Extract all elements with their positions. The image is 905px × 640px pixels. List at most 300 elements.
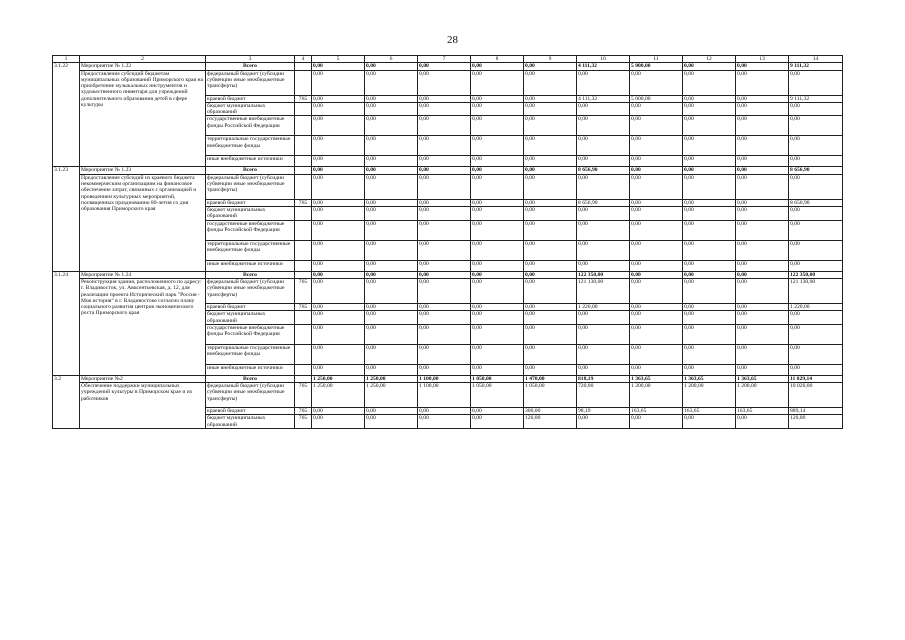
amount-cell: 0,00 bbox=[577, 311, 630, 325]
amount-cell: 0,00 bbox=[736, 116, 789, 136]
amount-cell: 0,00 bbox=[418, 324, 471, 344]
amount-cell: 0,00 bbox=[630, 167, 683, 174]
amount-cell: 4 111,32 bbox=[577, 95, 630, 102]
amount-cell: 0,00 bbox=[365, 303, 418, 310]
amount-cell: 0,00 bbox=[736, 167, 789, 174]
amount-cell: 0,00 bbox=[524, 207, 577, 221]
amount-cell: 0,00 bbox=[577, 207, 630, 221]
amount-cell: 1 100,00 bbox=[418, 383, 471, 408]
measure-name: Мероприятие № 1.22 bbox=[80, 63, 206, 70]
amount-cell: 0,00 bbox=[736, 220, 789, 240]
funding-source: бюджет муниципальных образований bbox=[206, 311, 295, 325]
budget-code bbox=[295, 344, 312, 364]
amount-cell: 0,00 bbox=[365, 116, 418, 136]
funding-source: территориальные государственные внебюджетные фонды bbox=[206, 344, 295, 364]
amount-cell: 0,00 bbox=[736, 199, 789, 206]
amount-cell: 0,00 bbox=[630, 156, 683, 167]
amount-cell: 1 363,65 bbox=[630, 375, 683, 382]
amount-cell: 0,00 bbox=[683, 344, 736, 364]
funding-source: государственные внебюджетные фонды Российской Федерации bbox=[206, 324, 295, 344]
amount-cell: 0,00 bbox=[683, 364, 736, 375]
funding-source: бюджет муниципальных образований bbox=[206, 102, 295, 116]
amount-cell: 0,00 bbox=[524, 271, 577, 278]
column-number: 7 bbox=[418, 56, 471, 63]
amount-cell: 0,00 bbox=[683, 95, 736, 102]
measure-description: Обеспечение поддержки муниципальных учреждений культуры в Приморском крае и их работников bbox=[80, 383, 206, 429]
amount-cell: 0,00 bbox=[524, 364, 577, 375]
budget-code: 765 bbox=[295, 383, 312, 408]
section-code: 3.1.22 bbox=[53, 63, 80, 167]
funding-source: Всего bbox=[206, 63, 295, 70]
budget-code bbox=[295, 102, 312, 116]
amount-cell: 0,00 bbox=[736, 95, 789, 102]
amount-cell: 0,00 bbox=[577, 364, 630, 375]
amount-cell: 0,00 bbox=[524, 303, 577, 310]
amount-cell: 0,00 bbox=[736, 174, 789, 199]
amount-cell: 0,00 bbox=[471, 344, 524, 364]
budget-code bbox=[295, 324, 312, 344]
amount-cell: 0,00 bbox=[365, 311, 418, 325]
amount-cell: 122 350,00 bbox=[789, 271, 843, 278]
amount-cell: 0,00 bbox=[736, 102, 789, 116]
budget-code bbox=[295, 207, 312, 221]
funding-source: иные внебюджетные источники bbox=[206, 260, 295, 271]
funding-source: государственные внебюджетные фонды Российской Федерации bbox=[206, 220, 295, 240]
amount-cell: 0,00 bbox=[471, 95, 524, 102]
funding-source: краевой бюджет bbox=[206, 303, 295, 310]
amount-cell: 0,00 bbox=[524, 324, 577, 344]
amount-cell: 0,00 bbox=[365, 207, 418, 221]
amount-cell: 0,00 bbox=[418, 220, 471, 240]
amount-cell: 0,00 bbox=[524, 278, 577, 303]
funding-source: краевой бюджет bbox=[206, 199, 295, 206]
amount-cell: 1 470,00 bbox=[524, 375, 577, 382]
amount-cell: 0,00 bbox=[789, 70, 843, 95]
amount-cell: 0,00 bbox=[471, 199, 524, 206]
amount-cell: 0,00 bbox=[683, 174, 736, 199]
amount-cell: 0,00 bbox=[471, 240, 524, 260]
amount-cell: 1 050,00 bbox=[524, 383, 577, 408]
amount-cell: 0,00 bbox=[418, 167, 471, 174]
amount-cell: 0,00 bbox=[471, 167, 524, 174]
measure-name: Мероприятие № 1.24 bbox=[80, 271, 206, 278]
section-code: 3.1.23 bbox=[53, 167, 80, 271]
amount-cell: 0,00 bbox=[418, 95, 471, 102]
amount-cell: 0,00 bbox=[418, 303, 471, 310]
funding-source: Всего bbox=[206, 271, 295, 278]
budget-code bbox=[295, 136, 312, 156]
amount-cell: 818,19 bbox=[577, 375, 630, 382]
column-number: 5 bbox=[312, 56, 365, 63]
funding-source: краевой бюджет bbox=[206, 95, 295, 102]
amount-cell: 0,00 bbox=[312, 199, 365, 206]
amount-cell: 1 250,00 bbox=[365, 375, 418, 382]
section-code: 3.2 bbox=[53, 375, 80, 428]
amount-cell: 0,00 bbox=[630, 174, 683, 199]
page-number: 28 bbox=[447, 34, 458, 46]
amount-cell: 0,00 bbox=[524, 167, 577, 174]
amount-cell: 0,00 bbox=[418, 63, 471, 70]
table-row bbox=[53, 375, 843, 382]
amount-cell: 0,00 bbox=[630, 311, 683, 325]
amount-cell: 0,00 bbox=[471, 271, 524, 278]
amount-cell: 0,00 bbox=[577, 415, 630, 429]
amount-cell: 98,19 bbox=[577, 408, 630, 415]
budget-code bbox=[295, 375, 312, 382]
amount-cell: 0,00 bbox=[471, 136, 524, 156]
amount-cell: 0,00 bbox=[471, 156, 524, 167]
amount-cell: 163,65 bbox=[630, 408, 683, 415]
amount-cell: 0,00 bbox=[683, 167, 736, 174]
amount-cell: 0,00 bbox=[577, 220, 630, 240]
amount-cell: 0,00 bbox=[471, 311, 524, 325]
amount-cell: 0,00 bbox=[630, 278, 683, 303]
amount-cell: 0,00 bbox=[736, 260, 789, 271]
amount-cell: 0,00 bbox=[577, 344, 630, 364]
amount-cell: 0,00 bbox=[312, 220, 365, 240]
table-row bbox=[53, 174, 843, 199]
amount-cell: 0,00 bbox=[789, 174, 843, 199]
amount-cell: 300,00 bbox=[524, 408, 577, 415]
amount-cell: 0,00 bbox=[312, 156, 365, 167]
amount-cell: 0,00 bbox=[683, 199, 736, 206]
amount-cell: 0,00 bbox=[789, 156, 843, 167]
table-row bbox=[53, 70, 843, 95]
amount-cell: 122 350,00 bbox=[577, 271, 630, 278]
amount-cell: 0,00 bbox=[524, 156, 577, 167]
amount-cell: 0,00 bbox=[418, 344, 471, 364]
amount-cell: 0,00 bbox=[471, 116, 524, 136]
amount-cell: 0,00 bbox=[736, 271, 789, 278]
amount-cell: 0,00 bbox=[418, 102, 471, 116]
amount-cell: 0,00 bbox=[630, 324, 683, 344]
amount-cell: 0,00 bbox=[736, 364, 789, 375]
amount-cell: 0,00 bbox=[524, 260, 577, 271]
amount-cell: 0,00 bbox=[312, 364, 365, 375]
amount-cell: 0,00 bbox=[524, 344, 577, 364]
budget-code bbox=[295, 174, 312, 199]
amount-cell: 0,00 bbox=[471, 364, 524, 375]
amount-cell: 0,00 bbox=[418, 207, 471, 221]
funding-source: краевой бюджет bbox=[206, 408, 295, 415]
column-number: 14 bbox=[789, 56, 843, 63]
funding-source: территориальные государственные внебюджетные фонды bbox=[206, 136, 295, 156]
amount-cell: 0,00 bbox=[524, 311, 577, 325]
amount-cell: 0,00 bbox=[418, 311, 471, 325]
amount-cell: 0,00 bbox=[683, 278, 736, 303]
amount-cell: 0,00 bbox=[789, 102, 843, 116]
amount-cell: 0,00 bbox=[418, 415, 471, 429]
amount-cell: 0,00 bbox=[471, 260, 524, 271]
budget-code: 765 bbox=[295, 278, 312, 303]
amount-cell: 0,00 bbox=[524, 199, 577, 206]
funding-source: иные внебюджетные источники bbox=[206, 364, 295, 375]
funding-source: федеральный бюджет (субсидии субвенции иные межбюджетные трансферты) bbox=[206, 174, 295, 199]
amount-cell: 0,00 bbox=[683, 207, 736, 221]
amount-cell: 1 363,65 bbox=[736, 375, 789, 382]
budget-code bbox=[295, 116, 312, 136]
amount-cell: 1 200,00 bbox=[683, 383, 736, 408]
amount-cell: 0,00 bbox=[683, 70, 736, 95]
amount-cell: 0,00 bbox=[418, 116, 471, 136]
amount-cell: 1 050,00 bbox=[471, 383, 524, 408]
amount-cell: 0,00 bbox=[789, 344, 843, 364]
amount-cell: 0,00 bbox=[630, 207, 683, 221]
column-number: 6 bbox=[365, 56, 418, 63]
amount-cell: 0,00 bbox=[736, 240, 789, 260]
column-number: 13 bbox=[736, 56, 789, 63]
amount-cell: 0,00 bbox=[577, 324, 630, 344]
column-number: 11 bbox=[630, 56, 683, 63]
table-row bbox=[53, 383, 843, 408]
amount-cell: 0,00 bbox=[312, 278, 365, 303]
amount-cell: 1 050,00 bbox=[471, 375, 524, 382]
amount-cell: 0,00 bbox=[312, 116, 365, 136]
budget-code: 765 bbox=[295, 408, 312, 415]
amount-cell: 0,00 bbox=[471, 207, 524, 221]
amount-cell: 0,00 bbox=[683, 311, 736, 325]
amount-cell: 0,00 bbox=[365, 364, 418, 375]
amount-cell: 0,00 bbox=[471, 220, 524, 240]
amount-cell: 0,00 bbox=[312, 102, 365, 116]
amount-cell: 0,00 bbox=[365, 344, 418, 364]
amount-cell: 0,00 bbox=[789, 364, 843, 375]
column-number: 1 bbox=[53, 56, 80, 63]
amount-cell: 0,00 bbox=[630, 364, 683, 375]
amount-cell: 0,00 bbox=[418, 260, 471, 271]
amount-cell: 1 200,00 bbox=[736, 383, 789, 408]
amount-cell: 9 111,32 bbox=[789, 63, 843, 70]
amount-cell: 0,00 bbox=[683, 156, 736, 167]
amount-cell: 0,00 bbox=[577, 136, 630, 156]
amount-cell: 0,00 bbox=[418, 364, 471, 375]
amount-cell: 8 656,90 bbox=[577, 167, 630, 174]
amount-cell: 0,00 bbox=[736, 311, 789, 325]
budget-code: 765 bbox=[295, 199, 312, 206]
amount-cell: 121 130,00 bbox=[577, 278, 630, 303]
funding-source: иные внебюджетные источники bbox=[206, 156, 295, 167]
amount-cell: 0,00 bbox=[471, 63, 524, 70]
amount-cell: 0,00 bbox=[630, 240, 683, 260]
amount-cell: 0,00 bbox=[365, 63, 418, 70]
funding-source: федеральный бюджет (субсидии субвенции иные межбюджетные трансферты) bbox=[206, 278, 295, 303]
amount-cell: 0,00 bbox=[683, 136, 736, 156]
amount-cell: 0,00 bbox=[736, 156, 789, 167]
amount-cell: 0,00 bbox=[683, 324, 736, 344]
funding-source: Всего bbox=[206, 167, 295, 174]
budget-code: 765 bbox=[295, 415, 312, 429]
amount-cell: 1 220,00 bbox=[789, 303, 843, 310]
budget-code bbox=[295, 240, 312, 260]
amount-cell: 0,00 bbox=[736, 278, 789, 303]
amount-cell: 0,00 bbox=[365, 95, 418, 102]
funding-source: государственные внебюджетные фонды Российской Федерации bbox=[206, 116, 295, 136]
amount-cell: 0,00 bbox=[365, 156, 418, 167]
amount-cell: 0,00 bbox=[365, 271, 418, 278]
amount-cell: 0,00 bbox=[683, 220, 736, 240]
amount-cell: 0,00 bbox=[577, 70, 630, 95]
amount-cell: 0,00 bbox=[471, 303, 524, 310]
budget-code bbox=[295, 260, 312, 271]
amount-cell: 0,00 bbox=[577, 102, 630, 116]
amount-cell: 5 000,00 bbox=[630, 63, 683, 70]
amount-cell: 0,00 bbox=[312, 95, 365, 102]
amount-cell: 0,00 bbox=[683, 102, 736, 116]
amount-cell: 0,00 bbox=[524, 240, 577, 260]
budget-code: 765 bbox=[295, 95, 312, 102]
amount-cell: 0,00 bbox=[365, 70, 418, 95]
amount-cell: 0,00 bbox=[365, 408, 418, 415]
amount-cell: 0,00 bbox=[789, 324, 843, 344]
amount-cell: 0,00 bbox=[312, 303, 365, 310]
amount-cell: 4 111,32 bbox=[577, 63, 630, 70]
amount-cell: 0,00 bbox=[736, 70, 789, 95]
column-number: 12 bbox=[683, 56, 736, 63]
amount-cell: 0,00 bbox=[418, 240, 471, 260]
amount-cell: 0,00 bbox=[471, 278, 524, 303]
amount-cell: 0,00 bbox=[312, 240, 365, 260]
amount-cell: 0,00 bbox=[312, 311, 365, 325]
amount-cell: 0,00 bbox=[577, 116, 630, 136]
amount-cell: 1 250,00 bbox=[312, 383, 365, 408]
amount-cell: 0,00 bbox=[418, 156, 471, 167]
amount-cell: 0,00 bbox=[471, 102, 524, 116]
amount-cell: 0,00 bbox=[312, 174, 365, 199]
amount-cell: 0,00 bbox=[630, 136, 683, 156]
budget-code bbox=[295, 70, 312, 95]
section-code: 3.1.24 bbox=[53, 271, 80, 375]
amount-cell: 0,00 bbox=[524, 70, 577, 95]
amount-cell: 0,00 bbox=[683, 116, 736, 136]
amount-cell: 0,00 bbox=[683, 63, 736, 70]
funding-source: федеральный бюджет (субсидии субвенции иные межбюджетные трансферты) bbox=[206, 70, 295, 95]
amount-cell: 0,00 bbox=[365, 260, 418, 271]
amount-cell: 163,65 bbox=[736, 408, 789, 415]
amount-cell: 10 020,00 bbox=[789, 383, 843, 408]
amount-cell: 5 000,00 bbox=[630, 95, 683, 102]
measure-description: Реконструкция здания, расположенного по адресу: г. Владивосток, ул. Авксентьевская, д. 12, для реализации проекта Исторический парк "Россия - Моя история" в г. Владивостоке согласно плану социального развития центров экономического роста Приморского края bbox=[80, 278, 206, 375]
amount-cell: 0,00 bbox=[736, 303, 789, 310]
amount-cell: 0,00 bbox=[789, 311, 843, 325]
amount-cell: 0,00 bbox=[630, 303, 683, 310]
amount-cell: 0,00 bbox=[365, 136, 418, 156]
amount-cell: 0,00 bbox=[365, 278, 418, 303]
amount-cell: 8 656,90 bbox=[577, 199, 630, 206]
amount-cell: 0,00 bbox=[365, 324, 418, 344]
amount-cell: 720,00 bbox=[577, 383, 630, 408]
amount-cell: 0,00 bbox=[312, 207, 365, 221]
table-row bbox=[53, 278, 843, 303]
amount-cell: 0,00 bbox=[630, 199, 683, 206]
amount-cell: 0,00 bbox=[418, 136, 471, 156]
amount-cell: 0,00 bbox=[365, 415, 418, 429]
amount-cell: 0,00 bbox=[312, 415, 365, 429]
amount-cell: 0,00 bbox=[312, 344, 365, 364]
budget-code: 765 bbox=[295, 303, 312, 310]
amount-cell: 0,00 bbox=[524, 116, 577, 136]
amount-cell: 0,00 bbox=[418, 271, 471, 278]
column-number-header bbox=[53, 56, 843, 63]
budget-code bbox=[295, 220, 312, 240]
amount-cell: 0,00 bbox=[630, 344, 683, 364]
funding-source: Всего bbox=[206, 375, 295, 382]
amount-cell: 0,00 bbox=[736, 207, 789, 221]
table-row bbox=[53, 167, 843, 174]
amount-cell: 0,00 bbox=[471, 70, 524, 95]
amount-cell: 0,00 bbox=[312, 63, 365, 70]
amount-cell: 0,00 bbox=[630, 102, 683, 116]
amount-cell: 0,00 bbox=[683, 271, 736, 278]
amount-cell: 0,00 bbox=[365, 167, 418, 174]
amount-cell: 0,00 bbox=[524, 220, 577, 240]
amount-cell: 11 029,14 bbox=[789, 375, 843, 382]
amount-cell: 0,00 bbox=[524, 136, 577, 156]
amount-cell: 0,00 bbox=[630, 220, 683, 240]
amount-cell: 0,00 bbox=[524, 174, 577, 199]
amount-cell: 0,00 bbox=[312, 324, 365, 344]
amount-cell: 0,00 bbox=[365, 220, 418, 240]
amount-cell: 0,00 bbox=[736, 324, 789, 344]
amount-cell: 1 250,00 bbox=[312, 375, 365, 382]
column-number: 9 bbox=[524, 56, 577, 63]
amount-cell: 1 200,00 bbox=[630, 383, 683, 408]
amount-cell: 0,00 bbox=[418, 278, 471, 303]
amount-cell: 0,00 bbox=[630, 415, 683, 429]
funding-source: федеральный бюджет (субсидии субвенции иные межбюджетные трансферты) bbox=[206, 383, 295, 408]
table-row bbox=[53, 63, 843, 70]
funding-source: бюджет муниципальных образований bbox=[206, 415, 295, 429]
amount-cell: 0,00 bbox=[736, 63, 789, 70]
amount-cell: 0,00 bbox=[365, 174, 418, 199]
amount-cell: 0,00 bbox=[418, 174, 471, 199]
amount-cell: 0,00 bbox=[736, 344, 789, 364]
column-number: 10 bbox=[577, 56, 630, 63]
amount-cell: 8 656,90 bbox=[789, 199, 843, 206]
budget-code bbox=[295, 156, 312, 167]
amount-cell: 0,00 bbox=[524, 102, 577, 116]
column-number: 3 bbox=[206, 56, 295, 63]
amount-cell: 889,14 bbox=[789, 408, 843, 415]
amount-cell: 0,00 bbox=[577, 260, 630, 271]
budget-code bbox=[295, 311, 312, 325]
amount-cell: 0,00 bbox=[789, 220, 843, 240]
measure-name: Мероприятие №2 bbox=[80, 375, 206, 382]
amount-cell: 0,00 bbox=[789, 116, 843, 136]
measure-description: Предоставление субсидий бюджетам муниципальных образований Приморского края на приобретение музыкальных инструментов и художественного инвентаря для учреждений дополнительного образования детей в сфере культуры bbox=[80, 70, 206, 167]
funding-source: территориальные государственные внебюджетные фонды bbox=[206, 240, 295, 260]
amount-cell: 0,00 bbox=[630, 116, 683, 136]
amount-cell: 1 363,65 bbox=[683, 375, 736, 382]
amount-cell: 0,00 bbox=[312, 271, 365, 278]
amount-cell: 120,00 bbox=[789, 415, 843, 429]
column-number: 2 bbox=[80, 56, 206, 63]
amount-cell: 0,00 bbox=[418, 199, 471, 206]
amount-cell: 0,00 bbox=[683, 303, 736, 310]
amount-cell: 0,00 bbox=[365, 240, 418, 260]
budget-code bbox=[295, 63, 312, 70]
amount-cell: 0,00 bbox=[365, 102, 418, 116]
budget-code bbox=[295, 167, 312, 174]
column-number: 4 bbox=[295, 56, 312, 63]
measure-description: Предоставление субсидий из краевого бюджета некоммерческим организациям на финансовое обеспечение затрат, связанных с организацией и проведением культурных мероприятий, посвященных празднованию 80-летия со дня образования Приморского края bbox=[80, 174, 206, 271]
amount-cell: 0,00 bbox=[789, 260, 843, 271]
budget-code bbox=[295, 271, 312, 278]
amount-cell: 163,65 bbox=[683, 408, 736, 415]
amount-cell: 0,00 bbox=[524, 95, 577, 102]
amount-cell: 0,00 bbox=[789, 240, 843, 260]
amount-cell: 0,00 bbox=[683, 260, 736, 271]
amount-cell: 8 656,90 bbox=[789, 167, 843, 174]
